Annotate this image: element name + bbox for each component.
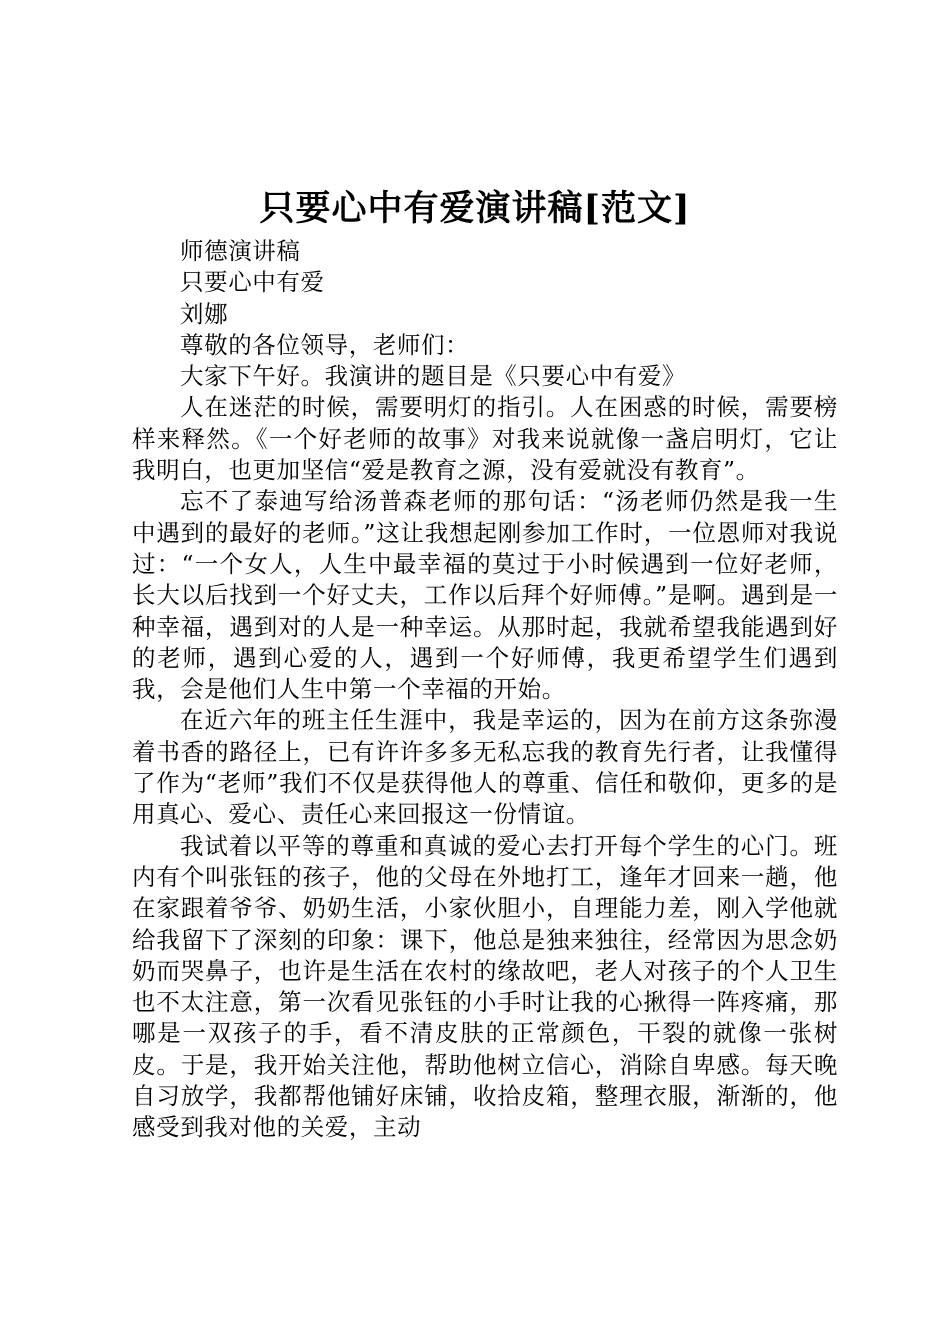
paragraph: 忘不了泰迪写给汤普森老师的那句话：“汤老师仍然是我一生中遇到的最好的老师。”这让我想起刚参加工作时，一位恩师对我说过：“一个女人，人生中最幸福的莫过于小时候遇到一位好老师，长大以后找到一个好丈夫，工作以后拜个好师傅。”是啊。遇到是一种幸福，遇到对的人是一种幸运。从那时起，我就希望我能遇到好的老师，遇到心爱的人，遇到一个好师傅，我更希望学生们遇到我，会是他们人生中第一个幸福的开始。 <box>132 487 838 704</box>
header-line: 师德演讲稿 <box>180 237 301 265</box>
paragraph: 人在迷茫的时候，需要明灯的指引。人在困惑的时候，需要榜样来释然。《一个好老师的故事》对我来说就像一盏启明灯，它让我明白，也更加坚信“爱是教育之源，没有爱就没有教育”。 <box>132 393 838 485</box>
salutation-line: 尊敬的各位领导，老师们： <box>180 330 470 359</box>
paragraph: 在近六年的班主任生涯中，我是幸运的，因为在前方这条弥漫着书香的路径上，已有许许多多无私忘我的教育先行者，让我懂得了作为“老师”我们不仅是获得他人的尊重、信任和敬仰，更多的是用真心、爱心、责任心来回报这一份情谊。 <box>132 706 838 829</box>
author-line: 刘娜 <box>180 299 229 328</box>
paragraph: 我试着以平等的尊重和真诚的爱心去打开每个学生的心门。班内有个叫张钰的孩子，他的父母在外地打工，逢年才回来一趟，他在家跟着爷爷、奶奶生活，小家伙胆小，自理能力差，刚入学他就给我留下了深刻的印象：课下，他总是独来独往，经常因为思念奶奶而哭鼻子，也许是生活在农村的缘故吧，老人对孩子的个人卫生也不太注意，第一次看见张钰的小手时让我的心揪得一阵疼痛，那哪是一双孩子的手，看不清皮肤的正常颜色，干裂的就像一张树皮。于是，我开始关注他，帮助他树立信心，消除自卑感。每天晚自习放学，我都帮他铺好床铺，收拾皮箱，整理衣服，渐渐的，他感受到我对他的关爱，主动 <box>132 831 838 1142</box>
header-line: 只要心中有爱 <box>180 268 325 297</box>
greeting-line: 大家下午好。我演讲的题目是《只要心中有爱》 <box>180 362 687 391</box>
document-title: 只要心中有爱演讲稿[范文] <box>259 188 691 229</box>
document-body <box>132 236 838 1144</box>
